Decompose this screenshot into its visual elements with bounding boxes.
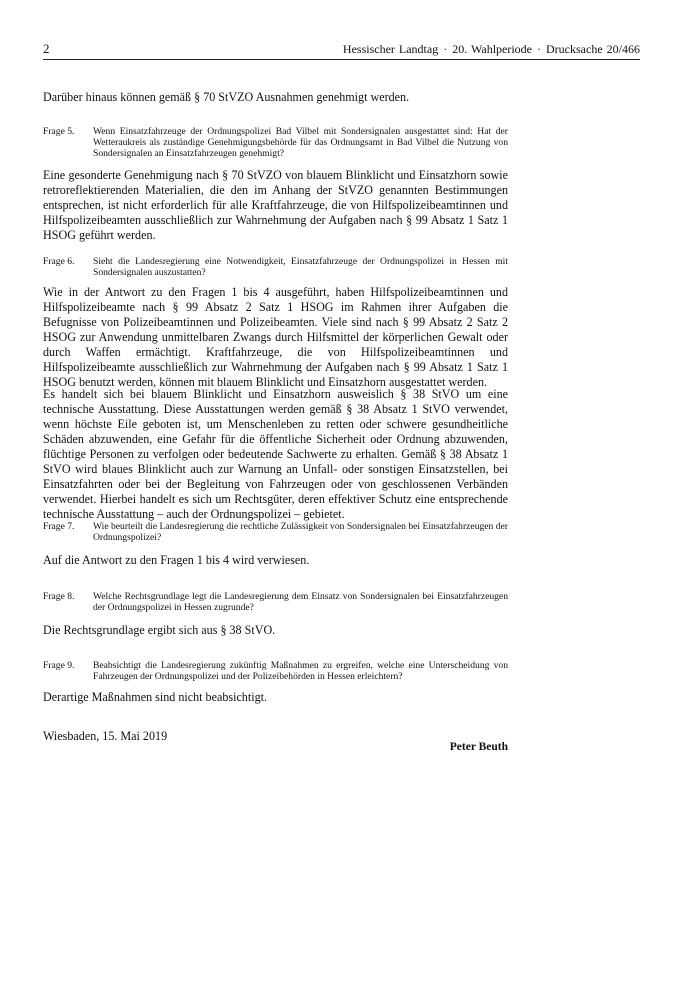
legislative-period: 20. Wahlperiode	[452, 42, 533, 56]
question-text: Welche Rechtsgrundlage legt die Landesregierung dem Einsatz von Sondersignalen bei Einsatzfahrzeugen der Ordnungspolizei in Hessen zugrunde?	[93, 591, 508, 613]
page-number: 2	[43, 41, 50, 56]
printed-matter-number: Drucksache 20/466	[546, 42, 640, 56]
answer-6-paragraph-2: Es handelt sich bei blauem Blinklicht und Einsatzhorn ausweislich § 38 StVO um eine technische Ausstattung. Diese Ausstattungen werden gemäß § 38 Absatz 1 StVO verwendet, wenn höchste Eile geboten ist, um Menschenleben zu retten oder schwere gesundheitliche Schäden abzuwenden, eine Gefahr für die öffentliche Sicherheit oder Ordnung abzuwenden, flüchtige Personen zu verfolgen oder bedeutende Sachwerte zu erhalten. Gemäß § 38 Absatz 1 StVO wird blaues Blinklicht auch zur Warnung an Unfall- oder sonstigen Einsatzstellen, bei Einsatzfahrten oder bei der Begleitung von Fahrzeugen oder von geschlossenen Verbänden verwendet. Hierbei handelt es sich um Rechtsgüter, deren effektiver Schutz eine entsprechende technische Ausstattung – auch der Ordnungspolizei – gebietet.	[43, 387, 508, 521]
answer-5: Eine gesonderte Genehmigung nach § 70 StVZO von blauem Blinklicht und Einsatzhorn sowie retroreflektierenden Materialien, die den im Anhang der StVZO genannten Bestimmungen entsprechen, ist nicht erforderlich für alle Kraftfahrzeuge, die von Hilfspolizeibeamtinnen und Hilfspolizeibeamten ausschließlich zur Wahrnehmung der Aufgaben nach § 99 Absatz 1 Satz 1 HSOG geführt werden.	[43, 168, 508, 242]
question-label: Frage 7.	[43, 521, 75, 532]
header-separator: ·	[443, 42, 448, 56]
question-7	[43, 521, 508, 543]
question-8	[43, 591, 508, 613]
question-label: Frage 8.	[43, 591, 75, 602]
question-label: Frage 6.	[43, 256, 75, 267]
page-header	[43, 41, 640, 60]
answer-6-paragraph-1: Wie in der Antwort zu den Fragen 1 bis 4 ausgeführt, haben Hilfspolizeibeamtinnen und Hilfspolizeibeamte nach § 99 Absatz 2 Satz 1 HSOG im Rahmen ihrer Aufgaben die Befugnisse von Polizeibeamtinnen und Polizeibeamten. Viele sind nach § 99 Absatz 2 Satz 2 HSOG zur Anwendung unmittelbaren Zwangs durch Hilfsmittel der körperlichen Gewalt oder durch Waffen ermächtigt. Kraftfahrzeuge, die von Hilfspolizeibeamtinnen und Hilfspolizeibeamte ausschließlich zur Wahrnehmung der Aufgaben nach § 99 Absatz 1 Satz 1 HSOG benutzt werden, können mit blauem Blinklicht und Einsatzhorn ausgestattet werden.	[43, 285, 508, 389]
question-9	[43, 660, 508, 682]
question-5	[43, 126, 508, 159]
answer-9: Derartige Maßnahmen sind nicht beabsichtigt.	[43, 690, 268, 704]
place-date: Wiesbaden, 15. Mai 2019	[43, 729, 168, 743]
signatory: Peter Beuth	[449, 741, 508, 753]
question-6	[43, 256, 508, 278]
question-label: Frage 9.	[43, 660, 75, 671]
header-info	[343, 42, 640, 57]
question-label: Frage 5.	[43, 126, 75, 137]
question-text: Beabsichtigt die Landesregierung zukünftig Maßnahmen zu ergreifen, welche eine Unterscheidung von Fahrzeugen der Ordnungspolizei und der Polizeibehörden in Hessen erleichtern?	[93, 660, 508, 682]
answer-8: Die Rechtsgrundlage ergibt sich aus § 38 StVO.	[43, 623, 276, 637]
answer-7: Auf die Antwort zu den Fragen 1 bis 4 wird verwiesen.	[43, 553, 310, 567]
question-text: Sieht die Landesregierung eine Notwendigkeit, Einsatzfahrzeuge der Ordnungspolizei in Hessen mit Sondersignalen auszustatten?	[93, 256, 508, 278]
question-text: Wenn Einsatzfahrzeuge der Ordnungspolizei Bad Vilbel mit Sondersignalen ausgestattet sind: Hat der Wetteraukreis als zuständige Genehmigungsbehörde für das Ordnungsamt in Bad Vilbel die Nutzung von Sondersignalen an Einsatzfahrzeugen genehmigt?	[93, 126, 508, 159]
header-separator: ·	[537, 42, 542, 56]
parliament-name: Hessischer Landtag	[342, 42, 439, 56]
intro-paragraph: Darüber hinaus können gemäß § 70 StVZO Ausnahmen genehmigt werden.	[43, 90, 410, 104]
question-text: Wie beurteilt die Landesregierung die rechtliche Zulässigkeit von Sondersignalen bei Einsatzfahrzeugen der Ordnungspolizei?	[93, 521, 508, 543]
